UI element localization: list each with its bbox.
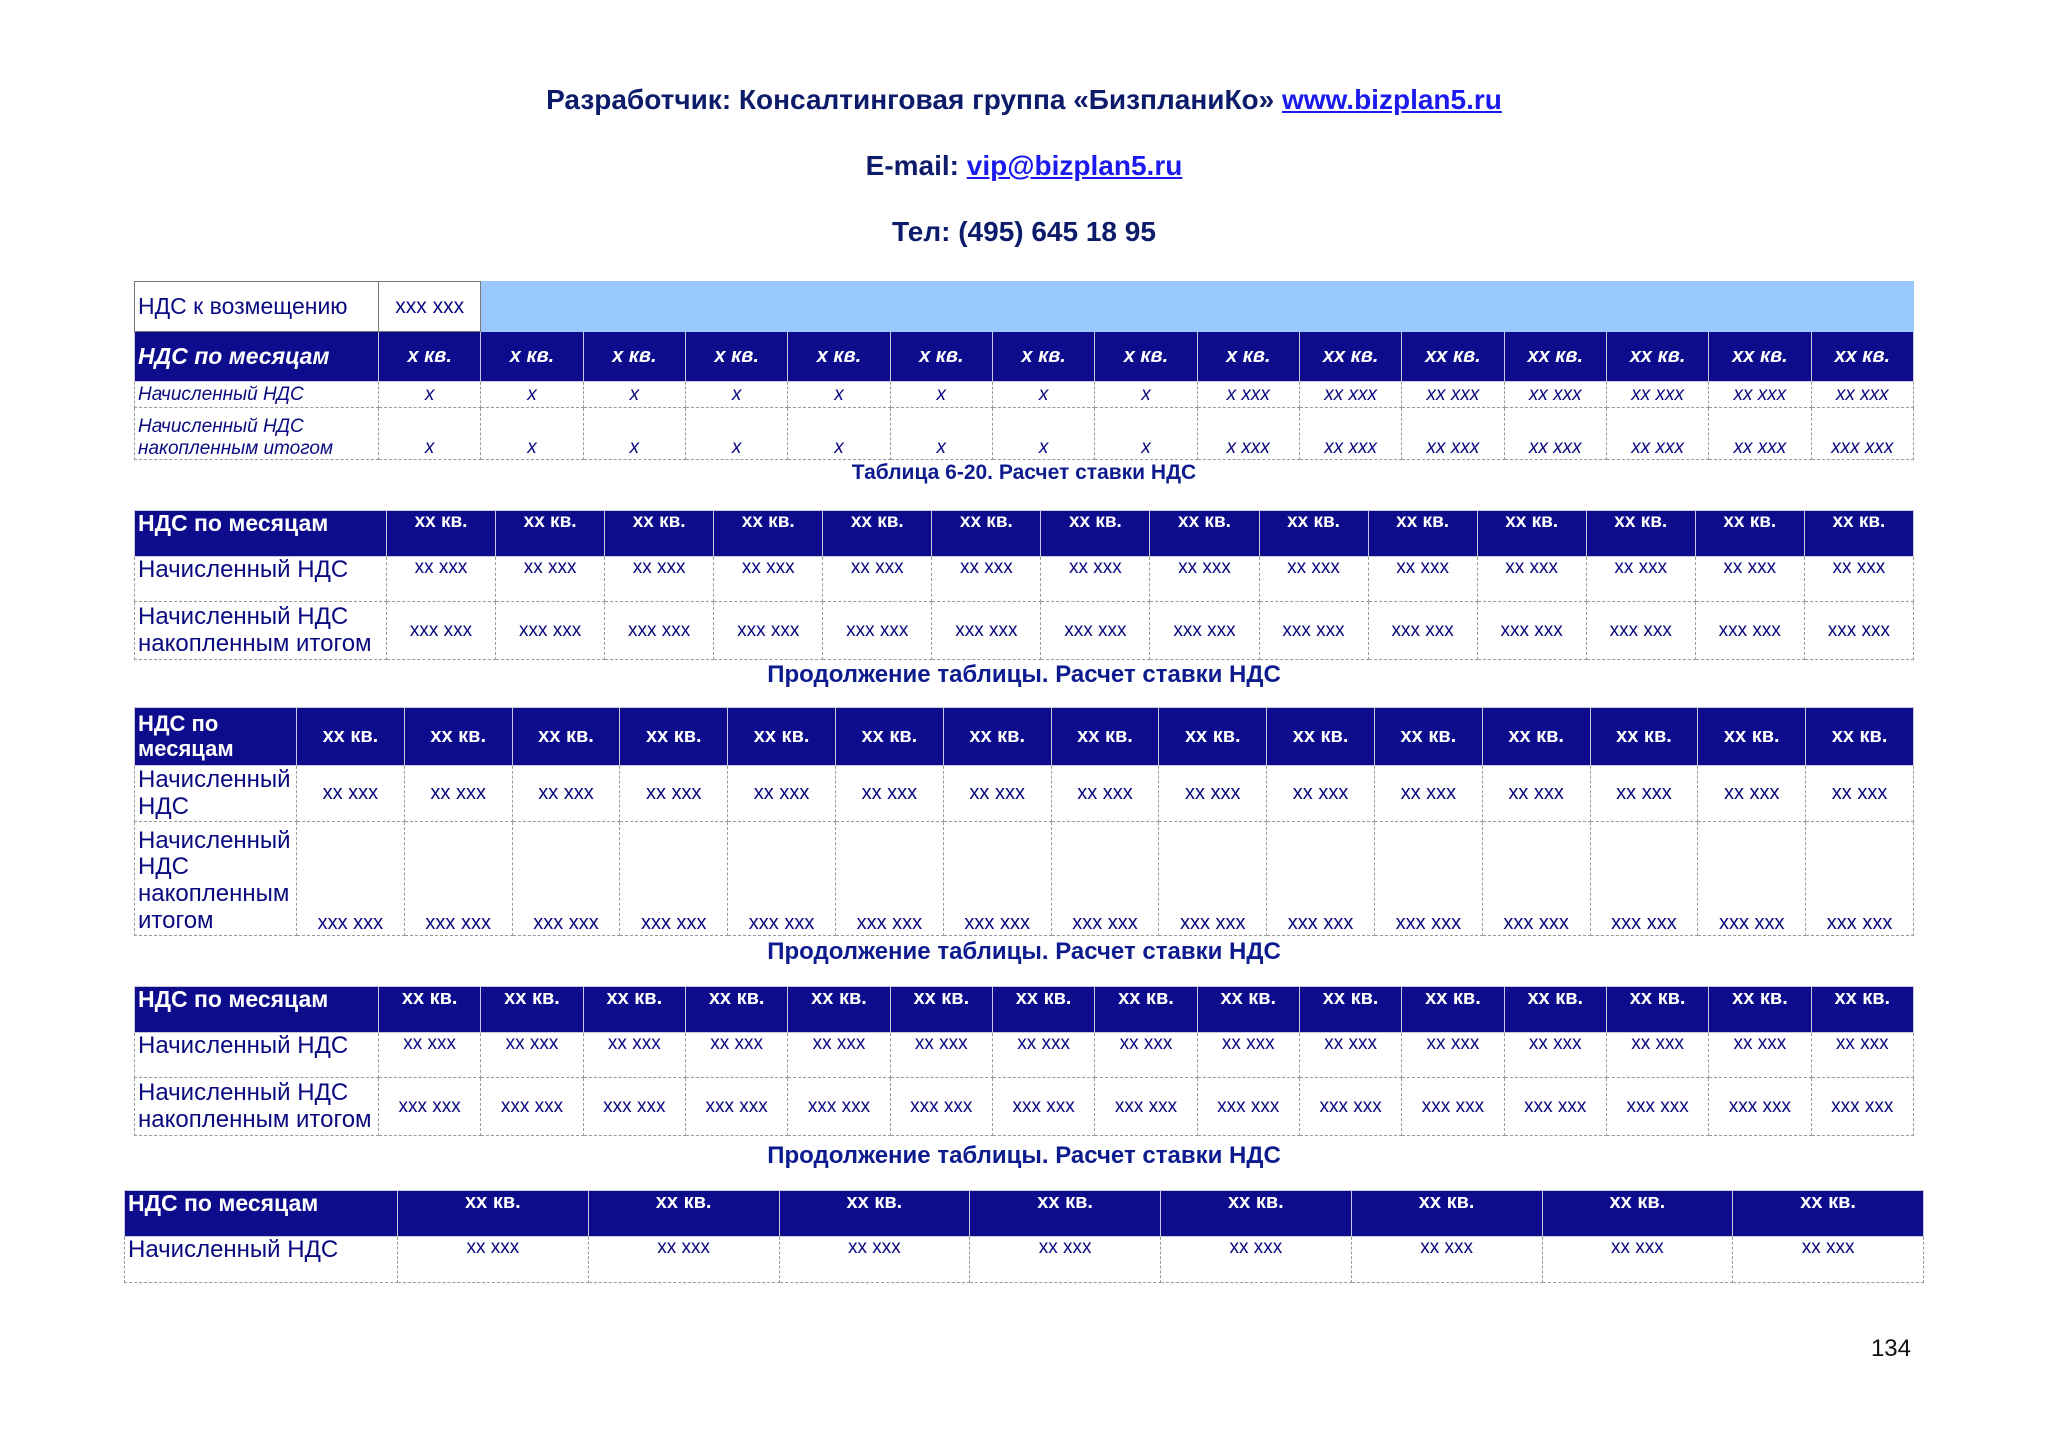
quarter-header: xx кв.	[583, 987, 685, 1033]
value-cell: xxx xxx	[1698, 822, 1806, 936]
quarter-header: x кв.	[1197, 332, 1299, 382]
quarter-header: xx кв.	[1161, 1191, 1352, 1237]
table3-caption: Продолжение таблицы. Расчет ставки НДС	[767, 938, 1281, 965]
quarter-header: xx кв.	[1299, 987, 1401, 1033]
quarter-header: xx кв.	[1504, 332, 1606, 382]
value-cell: xx xxx	[620, 766, 728, 822]
page-number: 134	[1870, 1335, 1911, 1362]
quarter-header: xx кв.	[1351, 1191, 1542, 1237]
quarter-header: xx кв.	[1477, 511, 1586, 557]
value-cell: xxx xxx	[992, 1078, 1094, 1136]
value-cell: xx xxx	[1811, 382, 1913, 408]
value-cell: xx xxx	[1804, 557, 1913, 602]
header-label: НДС по месяцам	[135, 708, 297, 766]
quarter-header: xx кв.	[728, 708, 836, 766]
value-cell: xxx xxx	[605, 602, 714, 660]
header-label: НДС по месяцам	[135, 332, 379, 382]
value-cell: x xxx	[1197, 408, 1299, 460]
quarter-header: xx кв.	[1402, 332, 1504, 382]
quarter-header: xx кв.	[970, 1191, 1161, 1237]
value-cell: xx xxx	[605, 557, 714, 602]
row-charged	[135, 766, 1914, 822]
quarter-header: xx кв.	[1804, 511, 1913, 557]
value-cell: xx xxx	[1402, 408, 1504, 460]
row-charged	[135, 557, 1914, 602]
value-cell: xxx xxx	[1709, 1078, 1811, 1136]
quarter-header: xx кв.	[1299, 332, 1401, 382]
vat-table-4	[134, 986, 1914, 1136]
vat-table-3	[134, 707, 1914, 936]
quarter-header: xx кв.	[1542, 1191, 1733, 1237]
value-cell: xx xxx	[1150, 557, 1259, 602]
value-cell: xxx xxx	[1811, 1078, 1913, 1136]
row-cumulative	[135, 822, 1914, 936]
website-link[interactable]: www.bizplan5.ru	[1282, 84, 1502, 115]
row-charged	[125, 1237, 1924, 1283]
value-cell: xxx xxx	[1806, 822, 1914, 936]
value-cell: xx xxx	[1159, 766, 1267, 822]
quarter-header: xx кв.	[1482, 708, 1590, 766]
value-cell: xxx xxx	[932, 602, 1041, 660]
value-cell: xx xxx	[932, 557, 1041, 602]
value-cell: xx xxx	[297, 766, 405, 822]
quarter-header: xx кв.	[1606, 332, 1708, 382]
value-cell: xx xxx	[890, 1033, 992, 1078]
quarter-header: xx кв.	[1811, 987, 1913, 1033]
row-label: Начисленный НДС накопленным итогом	[135, 822, 297, 936]
value-cell: xx xxx	[583, 1033, 685, 1078]
value-cell: xxx xxx	[512, 822, 620, 936]
quarter-header: xx кв.	[1709, 987, 1811, 1033]
quarter-header: xx кв.	[1590, 708, 1698, 766]
value-cell: xx xxx	[1351, 1237, 1542, 1283]
email-line	[0, 150, 2048, 182]
quarter-header: xx кв.	[588, 1191, 779, 1237]
header-label: НДС по месяцам	[135, 511, 387, 557]
value-cell: x	[992, 408, 1094, 460]
quarter-header: xx кв.	[605, 511, 714, 557]
refund-label: НДС к возмещению	[135, 282, 379, 332]
row-label: Начисленный НДС	[135, 1033, 379, 1078]
value-cell: xxx xxx	[1197, 1078, 1299, 1136]
value-cell: xx xxx	[1606, 382, 1708, 408]
quarter-header: xx кв.	[1606, 987, 1708, 1033]
phone-line: Тел: (495) 645 18 95	[892, 216, 1156, 247]
header-row	[135, 511, 1914, 557]
developer-text: Разработчик: Консалтинговая группа «БизпланиКо»	[546, 84, 1275, 115]
value-cell: xx xxx	[1504, 1033, 1606, 1078]
value-cell: xx xxx	[1477, 557, 1586, 602]
value-cell: xx xxx	[1095, 1033, 1197, 1078]
quarter-header: xx кв.	[404, 708, 512, 766]
quarter-header: xx кв.	[496, 511, 605, 557]
value-cell: xx xxx	[714, 557, 823, 602]
quarter-header: xx кв.	[481, 987, 583, 1033]
value-cell: xx xxx	[1542, 1237, 1733, 1283]
value-cell: x	[890, 382, 992, 408]
quarter-header: xx кв.	[835, 708, 943, 766]
quarter-header: xx кв.	[1586, 511, 1695, 557]
header-row	[135, 987, 1914, 1033]
value-cell: xx xxx	[1051, 766, 1159, 822]
value-cell: xx xxx	[1733, 1237, 1924, 1283]
value-cell: xx xxx	[496, 557, 605, 602]
value-cell: xxx xxx	[1586, 602, 1695, 660]
value-cell: xx xxx	[1402, 382, 1504, 408]
value-cell: xxx xxx	[1368, 602, 1477, 660]
value-cell: xxx xxx	[1402, 1078, 1504, 1136]
value-cell: xxx xxx	[1051, 822, 1159, 936]
quarter-header: xx кв.	[1159, 708, 1267, 766]
value-cell: xxx xxx	[1695, 602, 1804, 660]
value-cell: xx xxx	[835, 766, 943, 822]
value-cell: xxx xxx	[1811, 408, 1913, 460]
value-cell: x	[685, 382, 787, 408]
header-row	[135, 708, 1914, 766]
value-cell: xx xxx	[588, 1237, 779, 1283]
value-cell: xx xxx	[387, 557, 496, 602]
value-cell: xx xxx	[1482, 766, 1590, 822]
quarter-header: x кв.	[379, 332, 481, 382]
value-cell: x	[1095, 408, 1197, 460]
row-label: Начисленный НДС	[135, 557, 387, 602]
header-label: НДС по месяцам	[135, 987, 379, 1033]
value-cell: xx xxx	[943, 766, 1051, 822]
refund-row	[135, 282, 1914, 332]
header-row	[125, 1191, 1924, 1237]
value-cell: xxx xxx	[496, 602, 605, 660]
value-cell: x	[788, 408, 890, 460]
value-cell: x	[788, 382, 890, 408]
value-cell: xx xxx	[1709, 382, 1811, 408]
vat-table-5	[124, 1190, 1924, 1283]
quarter-header: xx кв.	[788, 987, 890, 1033]
quarter-header: xx кв.	[890, 987, 992, 1033]
value-cell: xx xxx	[1299, 382, 1401, 408]
quarter-header: xx кв.	[1695, 511, 1804, 557]
quarter-header: xx кв.	[1709, 332, 1811, 382]
quarter-header: xx кв.	[714, 511, 823, 557]
quarter-header: xx кв.	[823, 511, 932, 557]
table1-caption: Таблица 6-20. Расчет ставки НДС	[851, 461, 1197, 484]
value-cell: xx xxx	[1197, 1033, 1299, 1078]
value-cell: x	[481, 408, 583, 460]
quarter-header: xx кв.	[1095, 987, 1197, 1033]
value-cell: xx xxx	[1161, 1237, 1352, 1283]
quarter-header: x кв.	[685, 332, 787, 382]
quarter-header: xx кв.	[1197, 987, 1299, 1033]
value-cell: xx xxx	[970, 1237, 1161, 1283]
value-cell: xxx xxx	[404, 822, 512, 936]
quarter-header: xx кв.	[1698, 708, 1806, 766]
value-cell: xx xxx	[823, 557, 932, 602]
refund-fill	[481, 282, 1914, 332]
developer-line	[0, 84, 2048, 116]
value-cell: xx xxx	[1368, 557, 1477, 602]
value-cell: xx xxx	[1299, 1033, 1401, 1078]
quarter-header: xx кв.	[1041, 511, 1150, 557]
quarter-header: xx кв.	[398, 1191, 589, 1237]
value-cell: xx xxx	[379, 1033, 481, 1078]
quarter-header: xx кв.	[1051, 708, 1159, 766]
value-cell: xxx xxx	[1504, 1078, 1606, 1136]
quarter-header: xx кв.	[1259, 511, 1368, 557]
value-cell: xx xxx	[1267, 766, 1375, 822]
value-cell: xxx xxx	[1095, 1078, 1197, 1136]
value-cell: xxx xxx	[685, 1078, 787, 1136]
value-cell: xxx xxx	[1150, 602, 1259, 660]
row-cumulative	[135, 408, 1914, 460]
quarter-header: xx кв.	[1374, 708, 1482, 766]
value-cell: xx xxx	[992, 1033, 1094, 1078]
quarter-header: xx кв.	[1733, 1191, 1924, 1237]
header-label: НДС по месяцам	[125, 1191, 398, 1237]
quarter-header: x кв.	[481, 332, 583, 382]
quarter-header: xx кв.	[685, 987, 787, 1033]
value-cell: xx xxx	[1606, 408, 1708, 460]
value-cell: xxx xxx	[1590, 822, 1698, 936]
value-cell: x	[1095, 382, 1197, 408]
value-cell: xx xxx	[1709, 1033, 1811, 1078]
quarter-header: xx кв.	[1504, 987, 1606, 1033]
row-label: Начисленный НДС	[135, 766, 297, 822]
value-cell: xx xxx	[1695, 557, 1804, 602]
value-cell: x	[379, 382, 481, 408]
quarter-header: x кв.	[992, 332, 1094, 382]
value-cell: xxx xxx	[387, 602, 496, 660]
quarter-header: xx кв.	[1402, 987, 1504, 1033]
value-cell: xxx xxx	[788, 1078, 890, 1136]
row-cumulative	[135, 1078, 1914, 1136]
quarter-header: x кв.	[583, 332, 685, 382]
refund-value: xxx xxx	[379, 282, 481, 332]
value-cell: xxx xxx	[1267, 822, 1375, 936]
header-row	[135, 332, 1914, 382]
email-link[interactable]: vip@bizplan5.ru	[966, 150, 1183, 181]
quarter-header: xx кв.	[779, 1191, 970, 1237]
quarter-header: xx кв.	[992, 987, 1094, 1033]
value-cell: x xxx	[1197, 382, 1299, 408]
value-cell: x	[890, 408, 992, 460]
value-cell: xxx xxx	[1041, 602, 1150, 660]
quarter-header: xx кв.	[1368, 511, 1477, 557]
quarter-header: xx кв.	[297, 708, 405, 766]
value-cell: xxx xxx	[1159, 822, 1267, 936]
value-cell: xx xxx	[1806, 766, 1914, 822]
value-cell: x	[685, 408, 787, 460]
value-cell: xxx xxx	[1482, 822, 1590, 936]
value-cell: xxx xxx	[1606, 1078, 1708, 1136]
value-cell: xx xxx	[1586, 557, 1695, 602]
quarter-header: xx кв.	[512, 708, 620, 766]
vat-table-2	[134, 510, 1914, 660]
value-cell: xxx xxx	[379, 1078, 481, 1136]
value-cell: xxx xxx	[481, 1078, 583, 1136]
row-label: Начисленный НДС накопленным итогом	[135, 408, 379, 460]
value-cell: x	[992, 382, 1094, 408]
value-cell: x	[379, 408, 481, 460]
quarter-header: xx кв.	[1150, 511, 1259, 557]
value-cell: xx xxx	[1041, 557, 1150, 602]
quarter-header: xx кв.	[1267, 708, 1375, 766]
quarter-header: x кв.	[1095, 332, 1197, 382]
quarter-header: xx кв.	[932, 511, 1041, 557]
value-cell: xx xxx	[1402, 1033, 1504, 1078]
row-label: Начисленный НДС накопленным итогом	[135, 602, 387, 660]
value-cell: xxx xxx	[890, 1078, 992, 1136]
row-charged	[135, 1033, 1914, 1078]
value-cell: x	[583, 382, 685, 408]
value-cell: xx xxx	[1504, 408, 1606, 460]
value-cell: xx xxx	[404, 766, 512, 822]
value-cell: xx xxx	[1590, 766, 1698, 822]
quarter-header: xx кв.	[620, 708, 728, 766]
value-cell: xx xxx	[728, 766, 836, 822]
value-cell: xxx xxx	[1259, 602, 1368, 660]
value-cell: xxx xxx	[943, 822, 1051, 936]
table4-caption: Продолжение таблицы. Расчет ставки НДС	[767, 1142, 1281, 1169]
quarter-header: xx кв.	[387, 511, 496, 557]
quarter-header: xx кв.	[1806, 708, 1914, 766]
value-cell: xxx xxx	[297, 822, 405, 936]
quarter-header: xx кв.	[943, 708, 1051, 766]
value-cell: xx xxx	[788, 1033, 890, 1078]
quarter-header: xx кв.	[379, 987, 481, 1033]
value-cell: xx xxx	[1811, 1033, 1913, 1078]
value-cell: xx xxx	[512, 766, 620, 822]
value-cell: xxx xxx	[1299, 1078, 1401, 1136]
value-cell: xxx xxx	[583, 1078, 685, 1136]
value-cell: xxx xxx	[728, 822, 836, 936]
value-cell: xxx xxx	[823, 602, 932, 660]
vat-table-1	[134, 281, 1914, 460]
quarter-header: xx кв.	[1811, 332, 1913, 382]
value-cell: xx xxx	[685, 1033, 787, 1078]
row-label: Начисленный НДС	[135, 382, 379, 408]
value-cell: xx xxx	[481, 1033, 583, 1078]
row-label: Начисленный НДС	[125, 1237, 398, 1283]
row-label: Начисленный НДС накопленным итогом	[135, 1078, 379, 1136]
value-cell: xx xxx	[1299, 408, 1401, 460]
value-cell: xx xxx	[1259, 557, 1368, 602]
value-cell: x	[583, 408, 685, 460]
value-cell: xxx xxx	[1477, 602, 1586, 660]
value-cell: xxx xxx	[835, 822, 943, 936]
value-cell: xxx xxx	[1374, 822, 1482, 936]
row-cumulative	[135, 602, 1914, 660]
quarter-header: x кв.	[890, 332, 992, 382]
quarter-header: x кв.	[788, 332, 890, 382]
value-cell: xx xxx	[1698, 766, 1806, 822]
value-cell: xxx xxx	[620, 822, 728, 936]
value-cell: xx xxx	[779, 1237, 970, 1283]
value-cell: xx xxx	[398, 1237, 589, 1283]
value-cell: xx xxx	[1709, 408, 1811, 460]
value-cell: xx xxx	[1374, 766, 1482, 822]
value-cell: xxx xxx	[1804, 602, 1913, 660]
row-charged	[135, 382, 1914, 408]
value-cell: xx xxx	[1606, 1033, 1708, 1078]
email-label: E-mail:	[865, 150, 959, 181]
value-cell: x	[481, 382, 583, 408]
value-cell: xx xxx	[1504, 382, 1606, 408]
table2-caption: Продолжение таблицы. Расчет ставки НДС	[767, 661, 1281, 688]
value-cell: xxx xxx	[714, 602, 823, 660]
